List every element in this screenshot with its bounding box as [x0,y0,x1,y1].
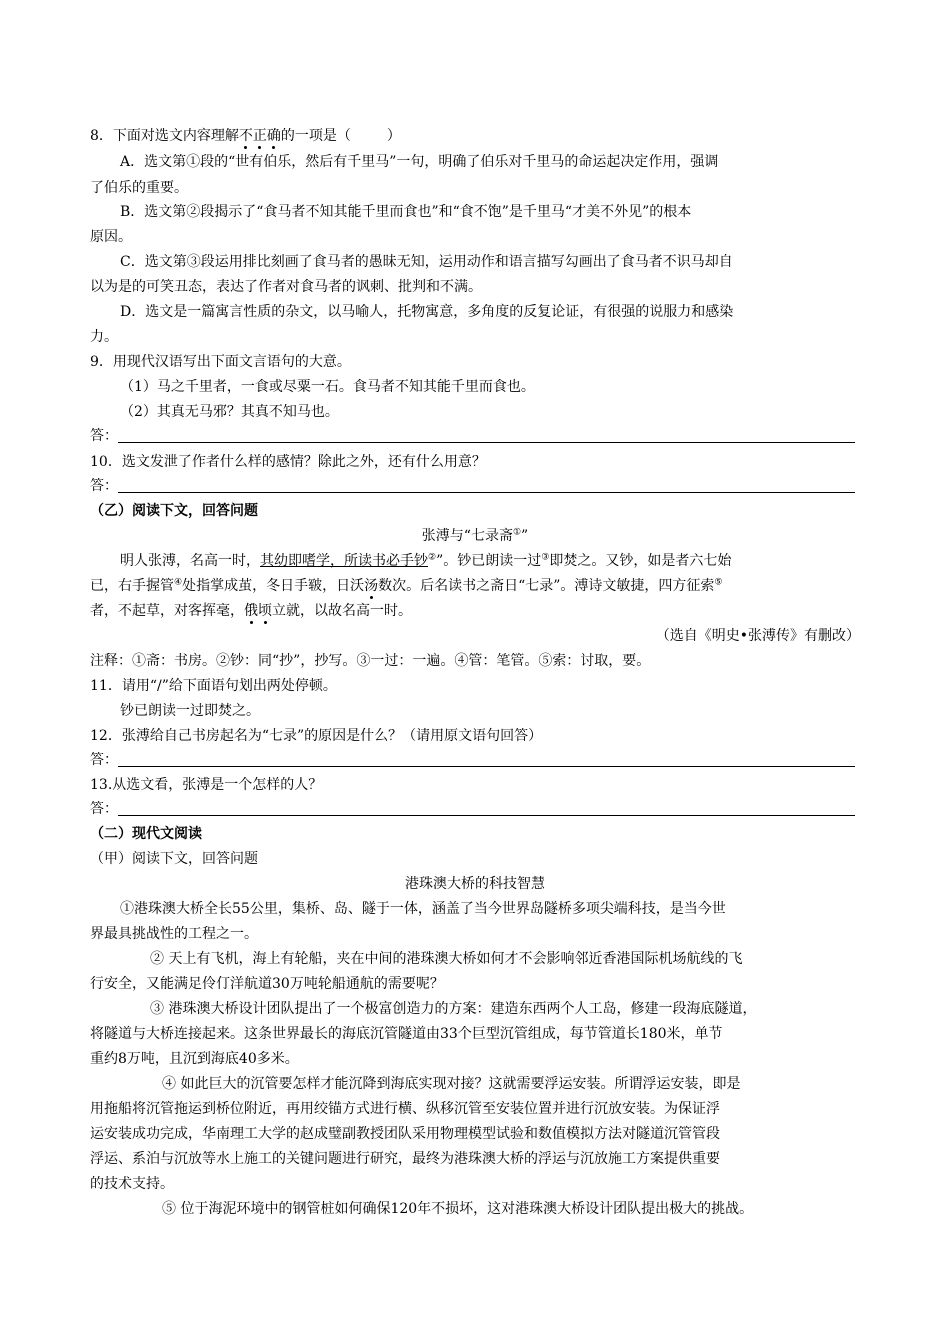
passage-title-bridge: 港珠澳大桥的科技智慧 [405,876,545,892]
passage-title-zhangpu: 张溥与“七录斋①” [421,527,529,544]
answer-line[interactable] [118,815,855,816]
passage-notes: 注释：①斋：书房。②钞：同“抄”，抄写。③一过：一遍。④管：笔管。⑤索：讨取，要。 [90,653,651,669]
emphasis-char: 确 [266,128,281,144]
paragraph-2-cont: 行安全，又能满足伶仃洋航道30万吨轮船通航的需要呢？ [90,976,444,992]
passage-line: 明人张溥，名高一时，其幼即嗜学，所读书必手钞②”。钞已朗读一过③即焚之。又钞，如是者六七始 [120,552,732,569]
q8-option-c-cont: 以为是的可笑丑态，表达了作者对食马者的讽刺、批判和不满。 [90,279,482,295]
q10-stem: 10．选文发泄了作者什么样的感情？除此之外，还有什么用意？ [90,454,486,470]
paragraph-4-cont: 的技术支持。 [90,1176,174,1192]
answer-label: 答： [90,801,118,817]
section-heading-modern: （二）现代文阅读 [90,826,202,842]
answer-label: 答： [90,478,118,494]
q8-option-c: C．选文第③段运用排比刻画了食马者的愚昧无知，运用动作和语言描写勾画出了食马者不识马却自 [120,254,733,270]
answer-line[interactable] [118,492,855,493]
q11-stem: 11．请用“/”给下面语句划出两处停顿。 [90,678,337,694]
paragraph-1-cont: 界最具挑战性的工程之一。 [90,926,258,942]
answer-label: 答： [90,752,118,768]
q8-option-b-cont: 原因。 [90,229,132,245]
emphasis-char: 正 [252,128,267,144]
q12-stem: 12．张溥给自己书房起名为“七录”的原因是什么？（请用原文语句回答） [90,728,543,744]
emphasis-char: 不 [238,128,253,144]
q9-stem: 9．用现代汉语写出下面文言语句的大意。 [90,354,351,370]
paragraph-4-cont: 用拖船将沉管拖运到桥位附近，再用绞锚方式进行横、纵移沉管至安装位置并进行沉放安装。为保证浮 [90,1101,720,1117]
q13-stem: 13.从选文看，张溥是一个怎样的人？ [90,777,323,793]
subsection-heading-jia: （甲）阅读下文，回答问题 [90,851,258,867]
q8-option-b: B．选文第②段揭示了“食马者不知其能千里而食也”和“食不饱”是千里马“才美不外见”的根本 [120,204,692,220]
q8-stem: 8．下面对选文内容理解不正确的一项是（ ） [90,128,401,144]
passage-line: 已，右手握管④处指掌成茧，冬日手皲，日沃汤数次。后名读书之斋日“七录”。溥诗文敏捷，四方征索⑤ [90,577,723,594]
passage-source: （选自《明史•张溥传》有删改） [655,628,860,644]
emphasis-char: 汤 [364,578,379,594]
answer-label: 答： [90,428,118,444]
paragraph-3: ③ 港珠澳大桥设计团队提出了一个极富创造力的方案：建造东西两个人工岛，修建一段海底隧道， [150,1001,757,1017]
paragraph-4-cont: 运安装成功完成，华南理工大学的赵成璧副教授团队采用物理模型试验和数值模拟方法对隧道沉管管段 [90,1126,720,1142]
paragraph-3-cont: 将隧道与大桥连接起来。这条世界最长的海底沉管隧道由33个巨型沉管组成，每节管道长180米，单节 [90,1026,723,1042]
q11-sentence: 钞已朗读一过即焚之。 [120,703,260,719]
answer-line[interactable] [118,442,855,443]
q9-sentence-1: （1）马之千里者，一食或尽粟一石。食马者不知其能千里而食也。 [120,379,535,395]
emphasis-char: 俄 [244,603,258,619]
emphasis-char: 顷 [258,603,272,619]
paragraph-4-cont: 浮运、系泊与沉放等水上施工的关键问题进行研究，最终为港珠澳大桥的浮运与沉放施工方案提供重要 [90,1151,720,1167]
q8-option-d: D．选文是一篇寓言性质的杂文，以马喻人，托物寓意，多角度的反复论证，有很强的说服力和感染 [120,304,734,320]
underlined-sentence: 其幼即嗜学，所读书必手钞 [260,553,428,569]
paragraph-5: ⑤ 位于海泥环境中的钢管桩如何确保120年不损坏，这对港珠澳大桥设计团队提出极大的挑战。 [162,1201,754,1217]
paragraph-1: ①港珠澳大桥全长55公里，集桥、岛、隧于一体，涵盖了当今世界岛隧桥多项尖端科技，是当今世 [120,901,726,917]
passage-line: 者，不起草，对客挥毫，俄顷立就，以故名高一时。 [90,603,412,619]
paragraph-4: ④ 如此巨大的沉管要怎样才能沉降到海底实现对接？这就需要浮运安装。所谓浮运安装，即是 [162,1076,741,1092]
q8-option-a-cont: 了伯乐的重要。 [90,180,188,196]
section-heading-yi: （乙）阅读下文，回答问题 [90,503,258,519]
q8-option-d-cont: 力。 [90,329,118,345]
q8-option-a: A．选文第①段的“世有伯乐，然后有千里马”一句，明确了伯乐对千里马的命运起决定作用，强调 [120,154,719,170]
paragraph-2: ② 天上有飞机，海上有轮船，夹在中间的港珠澳大桥如何才不会影响邻近香港国际机场航线的飞 [150,951,743,967]
answer-line[interactable] [118,766,855,767]
q9-sentence-2: （2）其真无马邪？其真不知马也。 [120,404,339,420]
paragraph-3-cont: 重约8万吨，且沉到海底40多米。 [90,1051,299,1067]
